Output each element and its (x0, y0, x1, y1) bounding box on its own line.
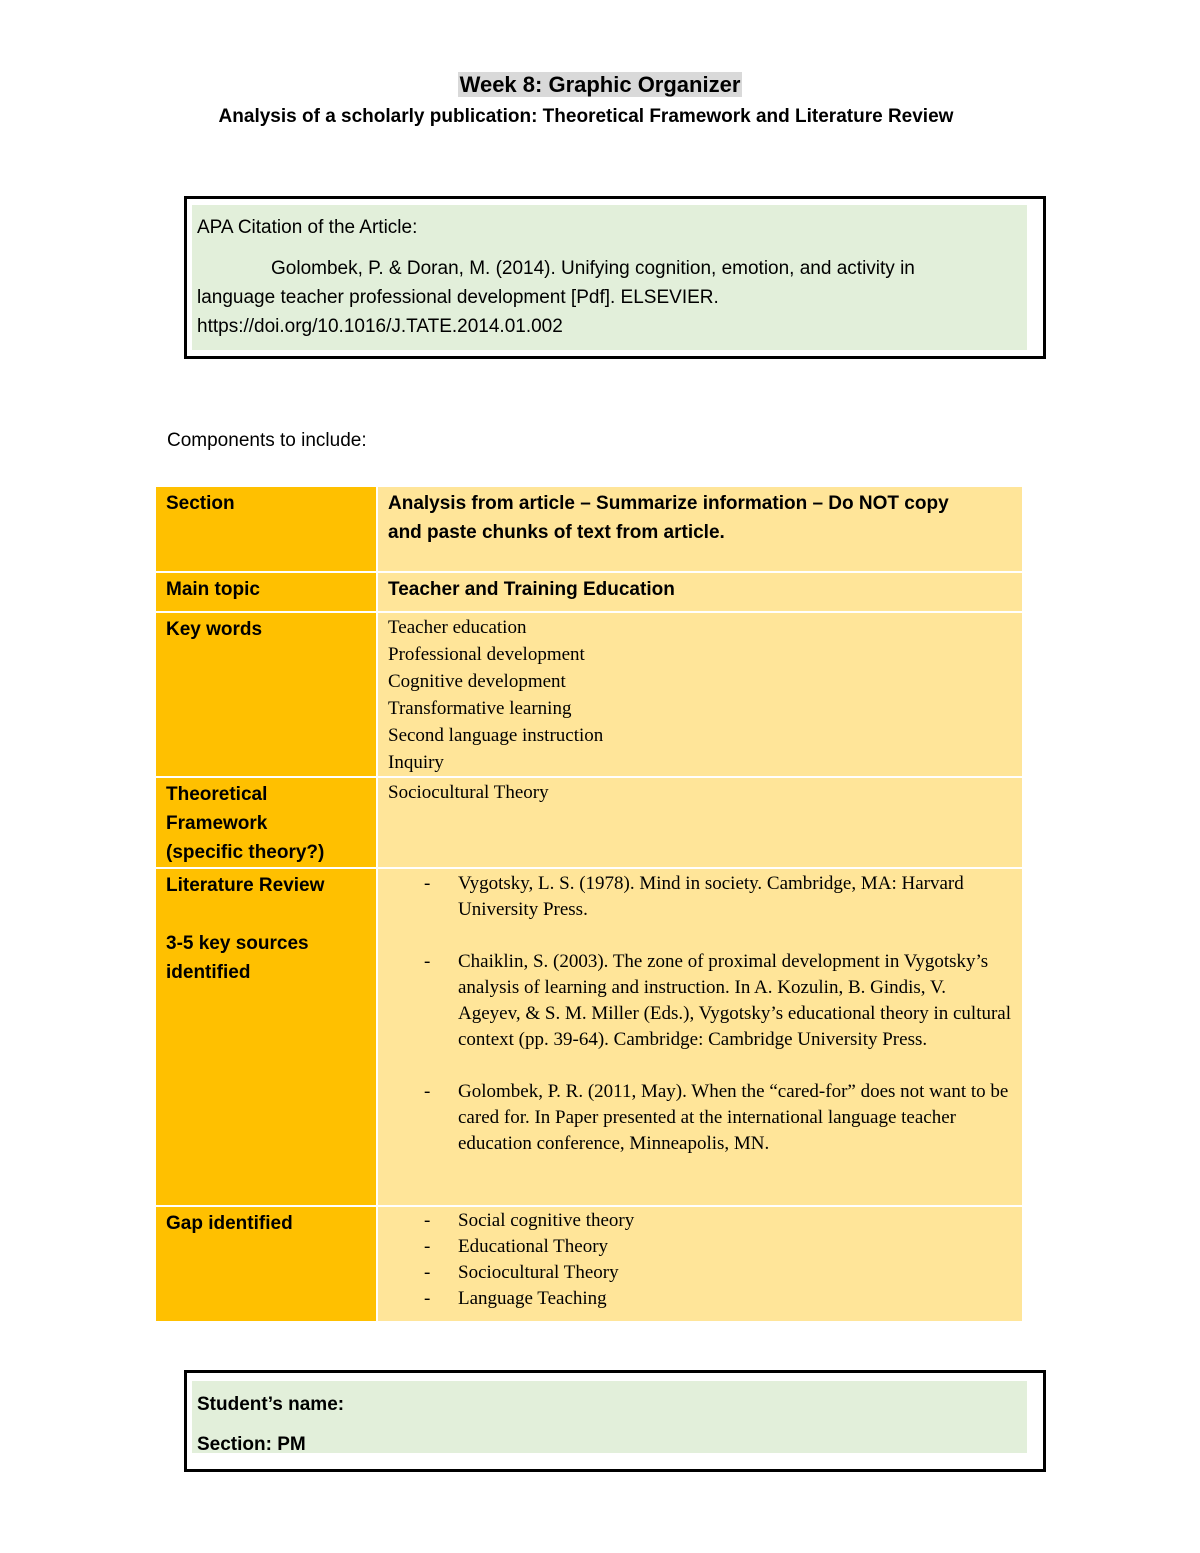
citation-label: APA Citation of the Article: (197, 217, 418, 238)
table-row-literature-review (156, 868, 1022, 1206)
key-word-item: Teacher education (388, 617, 527, 638)
gap-item: - Sociocultural Theory (458, 1260, 1012, 1286)
literature-source-item: - Vygotsky, L. S. (1978). Mind in society. Cambridge, MA: Harvard University Press. (458, 871, 1012, 923)
key-words-value-cell (377, 612, 1022, 777)
gap-item: - Educational Theory (458, 1234, 1012, 1260)
main-topic-value: Teacher and Training Education (388, 579, 675, 600)
key-word-item: Cognitive development (388, 671, 566, 692)
key-word-item: Inquiry (388, 752, 444, 773)
header-section-cell (156, 487, 377, 572)
gap-label: Gap identified (166, 1213, 293, 1234)
framework-label-line-3: (specific theory?) (166, 842, 325, 863)
literature-source-item: - Golombek, P. R. (2011, May). When the “cared-for” does not want to be cared for. In Paper presented at the international language teacher education conference, Minneapolis, MN. (458, 1079, 1012, 1157)
citation-line-2: language teacher professional development [Pdf]. ELSEVIER. (197, 287, 719, 308)
table-row-theoretical-framework (156, 777, 1022, 868)
student-section-label: Section: PM (197, 1434, 306, 1455)
gap-label-cell (156, 1206, 377, 1322)
literature-label: Literature Review (166, 875, 325, 896)
components-heading: Components to include: (167, 430, 367, 451)
header-section-label: Section (166, 493, 235, 514)
student-info-box (184, 1370, 1046, 1472)
key-words-label: Key words (166, 619, 263, 640)
literature-sources-cell (377, 868, 1022, 1206)
literature-sources-list (388, 871, 1012, 1157)
citation-line-1 (197, 254, 1027, 283)
header-analysis-line-1: Analysis from article – Summarize information – Do NOT copy (388, 493, 949, 514)
key-word-item: Second language instruction (388, 725, 604, 746)
main-topic-label: Main topic (166, 579, 260, 600)
main-topic-value-cell (377, 572, 1022, 612)
table-header-row (156, 487, 1022, 572)
key-words-label-cell (156, 612, 377, 777)
key-word-item: Transformative learning (388, 698, 572, 719)
main-topic-label-cell (156, 572, 377, 612)
literature-sublabel-line-1: 3-5 key sources (166, 933, 309, 954)
table-row-main-topic (156, 572, 1022, 612)
header-analysis-cell (377, 487, 1022, 572)
table-row-key-words (156, 612, 1022, 777)
page-title-text: Week 8: Graphic Organizer (459, 72, 741, 97)
gap-items-list (388, 1208, 1012, 1312)
literature-label-cell (156, 868, 377, 1206)
citation-content (192, 205, 1027, 350)
literature-sublabel-line-2: identified (166, 962, 251, 983)
table-row-gap-identified (156, 1206, 1022, 1322)
page-subtitle: Analysis of a scholarly publication: Theoretical Framework and Literature Review (218, 106, 954, 127)
gap-item: - Social cognitive theory (458, 1208, 1012, 1234)
framework-label-line-2: Framework (166, 813, 268, 834)
framework-value: Sociocultural Theory (388, 782, 549, 803)
student-info-content (192, 1381, 1027, 1453)
student-name-label: Student’s name: (197, 1394, 345, 1415)
key-word-item: Professional development (388, 644, 585, 665)
literature-source-item: - Chaiklin, S. (2003). The zone of proximal development in Vygotsky’s analysis of learning and instruction. In A. Kozulin, B. Gindis, V. Ageyev, & S. M. Miller (Eds.), Vygotsky’s educational theory in cultural context (pp. 39-64). Cambridge: Cambridge University Press. (458, 949, 1012, 1053)
citation-line-1-text: Golombek, P. & Doran, M. (2014). Unifying cognition, emotion, and activity in (271, 258, 915, 279)
gap-items-cell (377, 1206, 1022, 1322)
framework-label-cell (156, 777, 377, 868)
page-title (0, 72, 1200, 98)
citation-box (184, 196, 1046, 359)
graphic-organizer-table (156, 487, 1022, 1323)
framework-label-line-1: Theoretical (166, 784, 268, 805)
citation-doi: https://doi.org/10.1016/J.TATE.2014.01.002 (197, 316, 563, 337)
header-analysis-line-2: and paste chunks of text from article. (388, 522, 725, 543)
gap-item: - Language Teaching (458, 1286, 1012, 1312)
framework-value-cell (377, 777, 1022, 868)
